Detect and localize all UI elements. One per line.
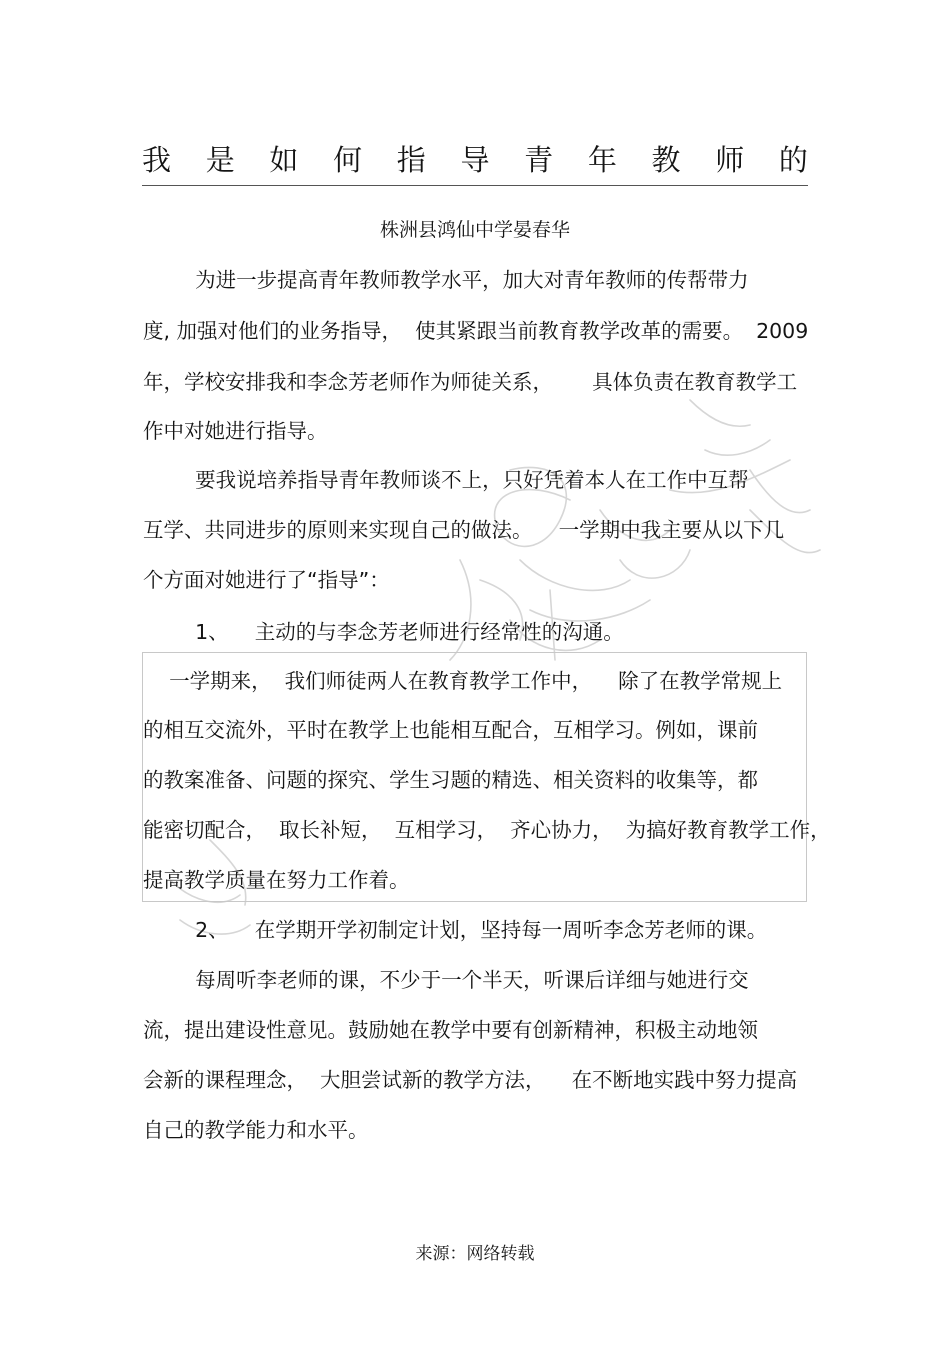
page-title: [142, 140, 808, 180]
body-line: 能密切配合， 取长补短， 互相学习， 齐心协力， 为搞好教育教学工作，: [143, 818, 831, 842]
title-char: 如: [269, 143, 299, 177]
title-char: 指: [396, 143, 426, 177]
title-char: 是: [205, 143, 235, 177]
body-line: 流，提出建设性意见。鼓励她在教学中要有创新精神，积极主动地领: [143, 1018, 758, 1042]
title-underline: [142, 185, 808, 186]
body-line: 年，学校安排我和李念芳老师作为师徒关系， 具体负责在教育教学工: [143, 370, 798, 394]
body-line: 自己的教学能力和水平。: [143, 1118, 369, 1142]
body-line: 会新的课程理念， 大胆尝试新的教学方法， 在不断地实践中努力提高: [143, 1068, 798, 1092]
title-char: 师: [715, 143, 745, 177]
section-heading-1: 1、 主动的与李念芳老师进行经常性的沟通。: [143, 620, 624, 644]
body-line: 度, 加强对他们的业务指导， 使其紧跟当前教育教学改革的需要。 2009: [143, 319, 809, 343]
body-line: 的相互交流外，平时在教学上也能相互配合，互相学习。例如，课前: [143, 718, 758, 742]
body-line: 作中对她进行指导。: [143, 419, 328, 443]
title-char: 年: [587, 143, 617, 177]
section-heading-2: 2、 在学期开学初制定计划，坚持每一周听李念芳老师的课。: [143, 918, 768, 942]
body-line: 为进一步提高青年教师教学水平，加大对青年教师的传帮带力: [143, 268, 749, 292]
title-char: 教: [651, 143, 681, 177]
body-line: 个方面对她进行了“指导”：: [143, 568, 390, 592]
body-line: 提高教学质量在努力工作着。: [143, 868, 410, 892]
body-line: 互学、共同进步的原则来实现自己的做法。 一学期中我主要从以下几: [143, 518, 785, 542]
title-char: 我: [142, 143, 172, 177]
title-char: 何: [333, 143, 363, 177]
body-line: 的教案准备、问题的探究、学生习题的精选、相关资料的收集等，都: [143, 768, 758, 792]
source-footer: 来源：网络转载: [415, 1244, 535, 1264]
title-char: 的: [778, 143, 808, 177]
body-line: 一学期来， 我们师徒两人在教育教学工作中， 除了在教学常规上: [143, 669, 783, 693]
body-line: 每周听李老师的课，不少于一个半天，听课后详细与她进行交: [143, 968, 749, 992]
title-char: 青: [524, 143, 554, 177]
title-char: 导: [460, 143, 490, 177]
body-line: 要我说培养指导青年教师谈不上，只好凭着本人在工作中互帮: [143, 468, 749, 492]
author-line: 株洲县鸿仙中学晏春华: [379, 219, 570, 241]
